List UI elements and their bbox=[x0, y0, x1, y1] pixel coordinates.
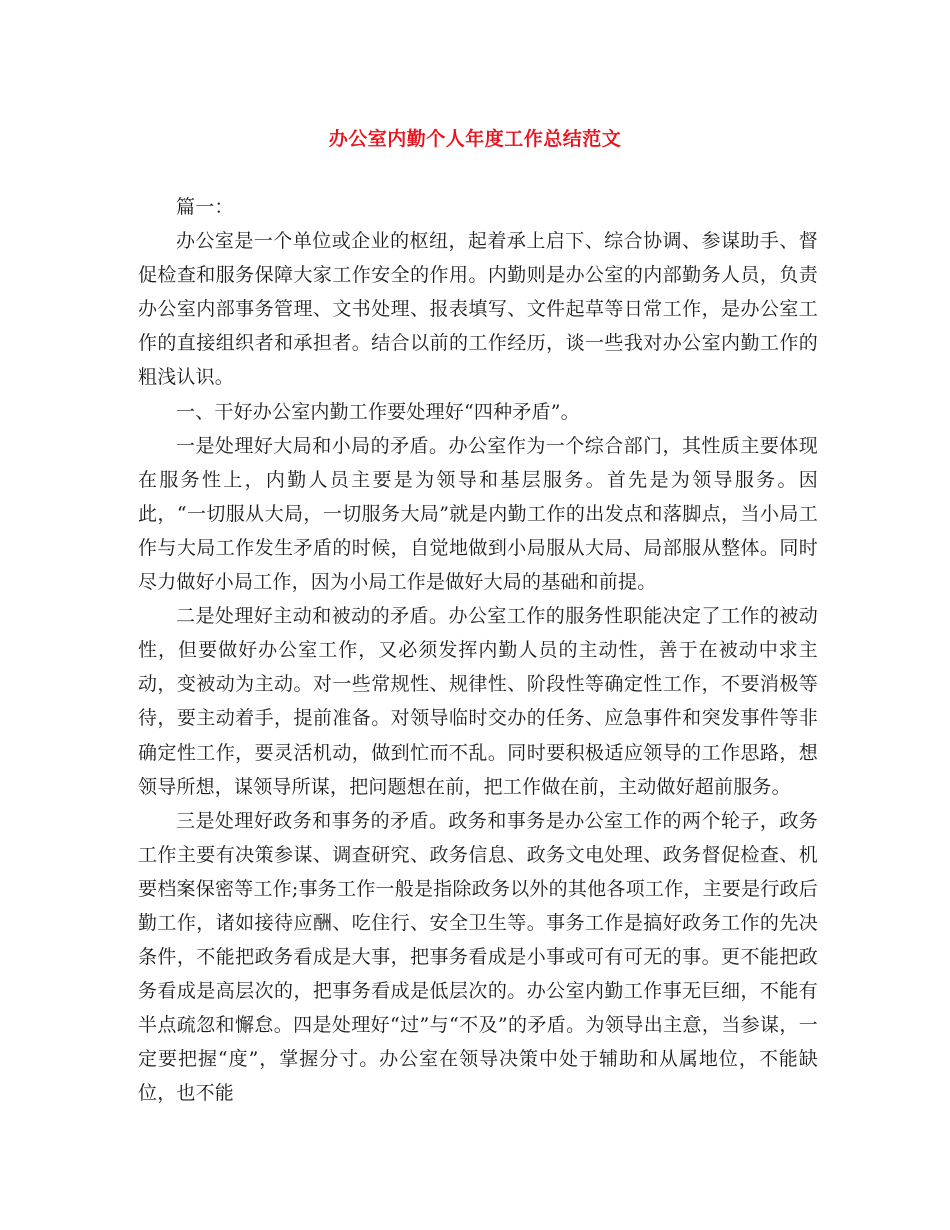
paragraph-intro: 办公室是一个单位或企业的枢纽，起着承上启下、综合协调、参谋助手、督促检查和服务保障大家工作安全的作用。内勤则是办公室的内部勤务人员，负责办公室内部事务管理、文书处理、报表填写、文件起草等日常工作，是办公室工作的直接组织者和承担者。结合以前的工作经历，谈一些我对办公室内勤工作的粗浅认识。 bbox=[138, 230, 818, 389]
paragraph-section-label: 篇一： bbox=[176, 196, 234, 218]
paragraph-heading-four-contradictions: 一、干好办公室内勤工作要处理好“四种矛盾”。 bbox=[176, 400, 580, 423]
paragraph-big-small-picture: 一是处理好大局和小局的矛盾。办公室作为一个综合部门，其性质主要体现在服务性上，内勤人员主要是为领导和基层服务。首先是为领导服务。因此，“一切服从大局，一切服务大局”就是内勤工作的出发点和落脚点，当小局工作与大局工作发生矛盾的时候，自觉地做到小局服从大局、局部服从整体。同时尽力做好小局工作，因为小局工作是做好大局的基础和前提。 bbox=[138, 434, 818, 594]
paragraph-government-affairs: 三是处理好政务和事务的矛盾。政务和事务是办公室工作的两个轮子，政务工作主要有决策参谋、调查研究、政务信息、政务文电处理、政务督促检查、机要档案保密等工作;事务工作一般是指除政务以外的其他各项工作，主要是行政后勤工作，诸如接待应酬、吃住行、安全卫生等。事务工作是搞好政务工作的先决条件，不能把政务看成是大事，把事务看成是小事或可有可无的事。更不能把政务看成是高层次的，把事务看成是低层次的。办公室内勤工作事无巨细，不能有半点疏忽和懈怠。四是处理好“过”与“不及”的矛盾。为领导出主意，当参谋，一定要把握“度”，掌握分寸。办公室在领导决策中处于辅助和从属地位，不能缺位，也不能 bbox=[138, 809, 818, 1105]
paragraph-active-passive: 二是处理好主动和被动的矛盾。办公室工作的服务性职能决定了工作的被动性，但要做好办公室工作，又必须发挥内勤人员的主动性，善于在被动中求主动，变被动为主动。对一些常规性、规律性、阶段性等确定性工作，不要消极等待，要主动着手，提前准备。对领导临时交办的任务、应急事件和突发事件等非确定性工作，要灵活机动，做到忙而不乱。同时要积极适应领导的工作思路，想领导所想，谋领导所谋，把问题想在前，把工作做在前，主动做好超前服务。 bbox=[138, 605, 818, 798]
document-body bbox=[138, 190, 818, 1111]
document-title: 办公室内勤个人年度工作总结范文 bbox=[328, 128, 622, 150]
